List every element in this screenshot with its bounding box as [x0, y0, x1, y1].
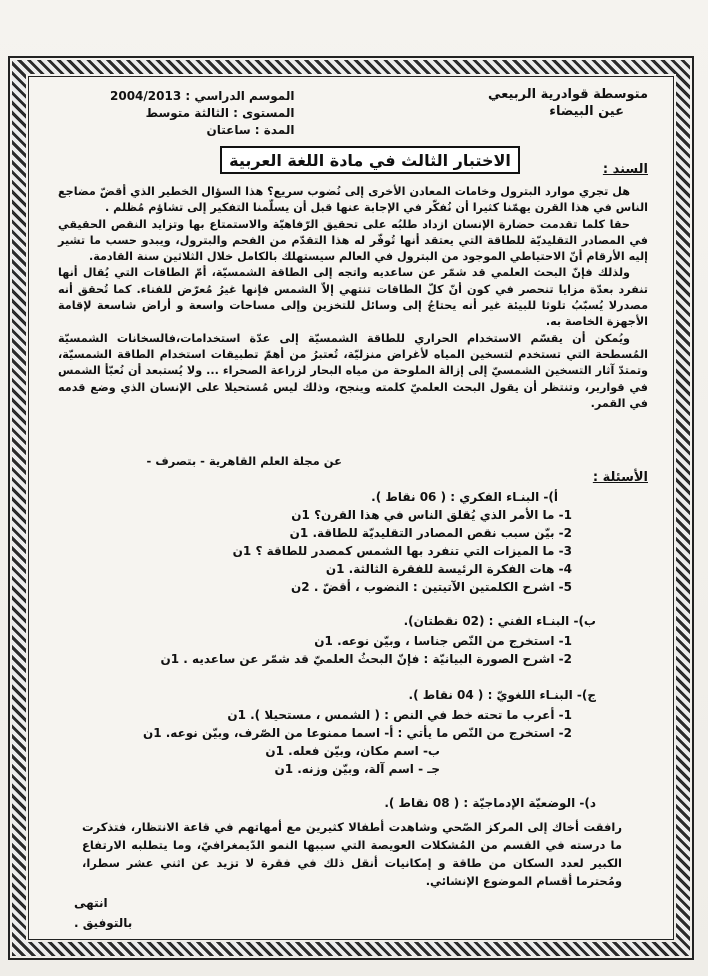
passage-heading: السند : [602, 162, 648, 177]
question-item: 3- ما الميزات التي تنفرد بها الشمس كمصدر للطاقة ؟ 1ن [232, 544, 572, 558]
question-item: ب- اسم مكان، وبيّن فعله. 1ن [265, 744, 440, 758]
passage-paragraph: ولذلك فإنّ البحث العلمي قد شمّر عن ساعديه واتجه إلى الطاقة الشمسيّة، أمّ الطاقات التي يُقال أنها تنفرد بعدّة مزايا تنحصر في كون أنّ كلّ الطاقات تنتهي إلاّ الشمس فإنها غيرُ مُعرّض للفناء. كما تُحقق أنه مصدرلا يُسبّبُ تلوثا للبيئة غير أنه يحتاجُ إلى وسائل للتخزين وإلى مساحات واسعة و أراض شاسعة لإقامة الأجهزة الخاصة به. [58, 266, 648, 329]
closing-end: انتهى [74, 896, 108, 910]
passage-text [58, 184, 648, 412]
season-row [110, 88, 294, 105]
section-a-title: أ)- البنـاء الفكري : ( 06 نقاط ). [371, 490, 558, 504]
school-name: متوسطة قوادرية الربيعي [487, 87, 648, 102]
question-item: 5- اشرح الكلمتين الآتيتين : النضوب ، أقضّ . 2ن [291, 580, 572, 594]
question-item: 2- اشرح الصورة البيانيّة : فإنّ البحثُ العلميّ قد شمّر عن ساعديه . 1ن [160, 652, 572, 666]
question-item: 2- استخرج من النّص ما يأتي : أ- اسما ممنوعا من الصّرف، وبيّن نوعه. 1ن [142, 726, 572, 740]
question-item: جـ - اسم آلة، وبيّن وزنه. 1ن [274, 762, 440, 776]
passage-source: عن مجلة العلم القاهرية - بتصرف - [146, 454, 342, 468]
section-d-title: د)- الوضعيّة الإدماجيّة : ( 08 نقاط ). [384, 796, 596, 810]
exam-info-header [110, 88, 294, 139]
section-c-title: ج)- البنـاء اللغويّ : ( 04 نقاط ). [408, 688, 596, 702]
question-item: 1- أعرب ما تحته خط في النص : ( الشمس ، مستحيلا ). 1ن [227, 708, 572, 722]
school-header [488, 86, 648, 120]
town-name: عين البيضاء [549, 104, 624, 119]
exam-content [40, 84, 662, 934]
passage-paragraph: ويُمكن أن يقسّم الاستخدام الحراري للطاقة الشمسيّة إلى عدّة استخدامات،فالسخانات الشمسيّة المُسطحة التي تستخدم لتسخين المياه لأغراض منزليّة، تُعتبرُ من أهمّ تطبيقات استخدام الطاقة الشمسيّة، وتمتدّ آثار التسخين الشمسيّ إلى إزالة الملوحة من مياه البحار لزراعة الصحراء ... ولا يُستبعد أن نُعبّأ الشمس في قوارير، وتنتظر أن يقول البحث العلميّ كلمته وينجح، وذلك ليس مُستحيلا على الإنسان الذي وضع قدمه في القمر. [58, 331, 648, 410]
season-value: 2004/2013 [110, 89, 182, 103]
integration-task: رافقت أخاك إلى المركز الصّحي وشاهدت أطفالا كثيرين مع أمهاتهم في قاعة الانتظار، فتذكرت ما درسته في القسم من المُشكلات العويصة التي سببها النمو الدّيمغرافيّ، وما يتطلبه الارتفاع الكبير لعدد السكان من طاقة و إمكانيات أنقل ذلك في فقرة لا تزيد عن اثني عشر سطرا، ومُحترما أقسام الموضوع الإنشائي. [82, 820, 622, 888]
passage-paragraph: هل تجري موارد البترول وخامات المعادن الأخرى إلى نُضوب سريع؟ هذا السؤال الخطير الذي أقضّ مضاجع الناس في هذا القرن يهمّنا كثيرا أن نُفكّر في الإجابة عنها قبل أن يسلّمنا التفكير إلى تشاؤم مُظلم . [58, 185, 648, 215]
question-item: 2- بيّن سبب نقص المصادر التقليديّة للطاقة. 1ن [289, 526, 572, 540]
questions-heading: الأسئلة : [592, 470, 648, 485]
question-item: 1- ما الأمر الذي يُقلق الناس في هذا القرن؟ 1ن [291, 508, 572, 522]
passage-paragraph: حقا كلما تقدمت حضارة الإنسان ازداد طلبُه على تحقيق الرّفاهيّة والاستمتاع بها وتزايد النقص الحقيقي في المصادر التقليديّة للطاقة التي يعتقد أنها تُوفّر له هذا التقدّم من الفحم والبترول، ويبدو حسب ما تشير إليه الأرقام أنّ الاحتياطي الموجود من البترول في العالم سيستهلك بالكامل خلال الثلاثين سنة القادمة. [58, 217, 648, 264]
question-item: 1- استخرج من النّص جناسا ، وبيّن نوعه. 1ن [314, 634, 572, 648]
section-b-title: ب)- البنـاء الفني : (02 نقطتان). [403, 614, 596, 628]
season-label: الموسم الدراسي : [185, 89, 295, 103]
exam-title: الاختبار الثالث في مادة اللغة العربية [220, 146, 520, 174]
duration-info: المدة : ساعتان [206, 123, 295, 137]
level-info: المستوى : الثالثة متوسط [145, 106, 295, 120]
question-item: 4- هات الفكرة الرئيسة للفقرة الثالثة. 1ن [325, 562, 572, 576]
closing-wish: بالتوفيق . [74, 916, 133, 930]
